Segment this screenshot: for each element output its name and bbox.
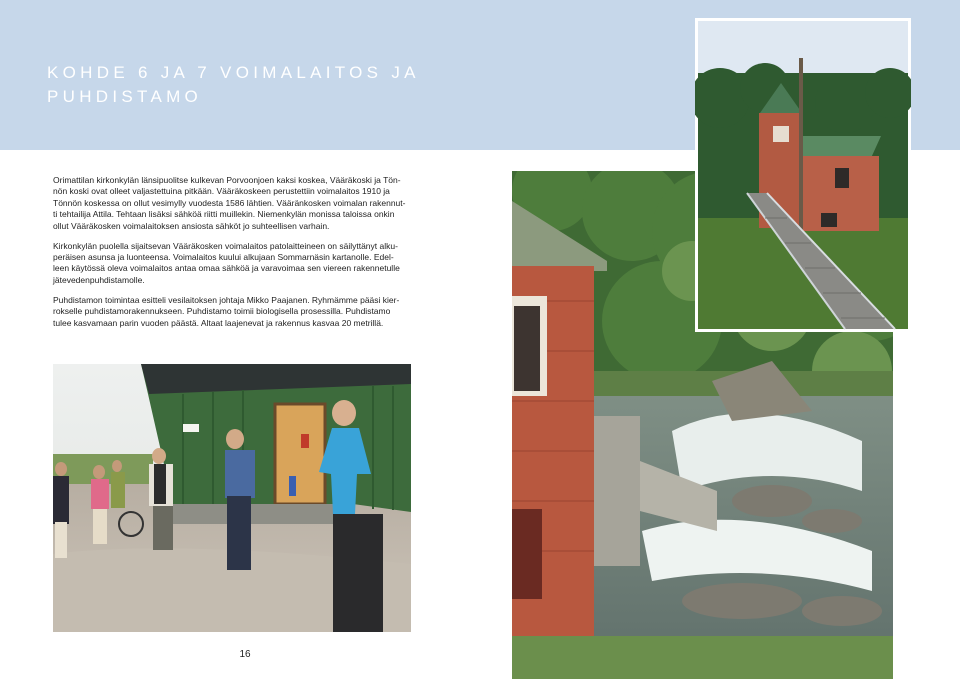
power-station-walkway-photo: [695, 18, 911, 332]
text-line: tulee kasvamaan parin vuoden päästä. Altaat laajenevat ja rakennus kasvaa 20 metrillä.: [53, 317, 384, 328]
text-line: jätevedenpuhdistamolle.: [53, 274, 145, 285]
title-line-2: PUHDISTAMO: [47, 87, 203, 106]
group-photo: [53, 364, 411, 632]
text-line: Tönnön koskessa on ollut vesimylly vuodesta 1586 lähtien. Vääränkosken voimalan rakennut-: [53, 197, 406, 208]
text-line: rokselle puhdistamorakennukseen. Puhdistamo toimii biologisella prosessilla. Puhdistamo: [53, 306, 391, 317]
page-number: 16: [239, 649, 251, 660]
paragraph-1: [53, 175, 413, 232]
text-line: ollut Vääräkosken voimalaitoksen ansiosta sähköt jo suhteellisen varhain.: [53, 220, 330, 231]
text-line: peräisen asunsa ja luonteensa. Voimalaitos kuului alkujaan Sommarnäsin kartanolle. Edel-: [53, 252, 394, 263]
paragraph-2: [53, 241, 413, 287]
text-line: Kirkonkylän puolella sijaitsevan Vääräkosken voimalaitos patolaitteineen on säilyttänyt alku-: [53, 240, 398, 251]
title-line-1: KOHDE 6 JA 7 VOIMALAITOS JA: [47, 63, 420, 82]
text-line: Puhdistamon toimintaa esitteli vesilaitoksen johtaja Mikko Paajanen. Ryhmämme pääsi kier-: [53, 294, 400, 305]
text-line: Orimattilan kirkonkylän länsipuolitse kulkevan Porvoonjoen kaksi koskea, Vääräkoski ja Tön-: [53, 175, 401, 185]
page-title: [47, 61, 447, 109]
text-line: leen käytössä oleva voimalaitos antaa omaa sähköä ja varavoimaa sen viereen rakennetulle: [53, 263, 400, 274]
paragraph-3: [53, 295, 413, 329]
body-text: [53, 175, 413, 338]
text-line: ti tehtailija Attila. Tehtaan lisäksi sähköä riitti muillekin. Niemenkylän monissa taloissa onkin: [53, 209, 395, 220]
text-line: nön koski ovat olleet valjastettuina pitkään. Vääräkoskeen perustettiin voimalaitos 1910 ja: [53, 186, 390, 197]
